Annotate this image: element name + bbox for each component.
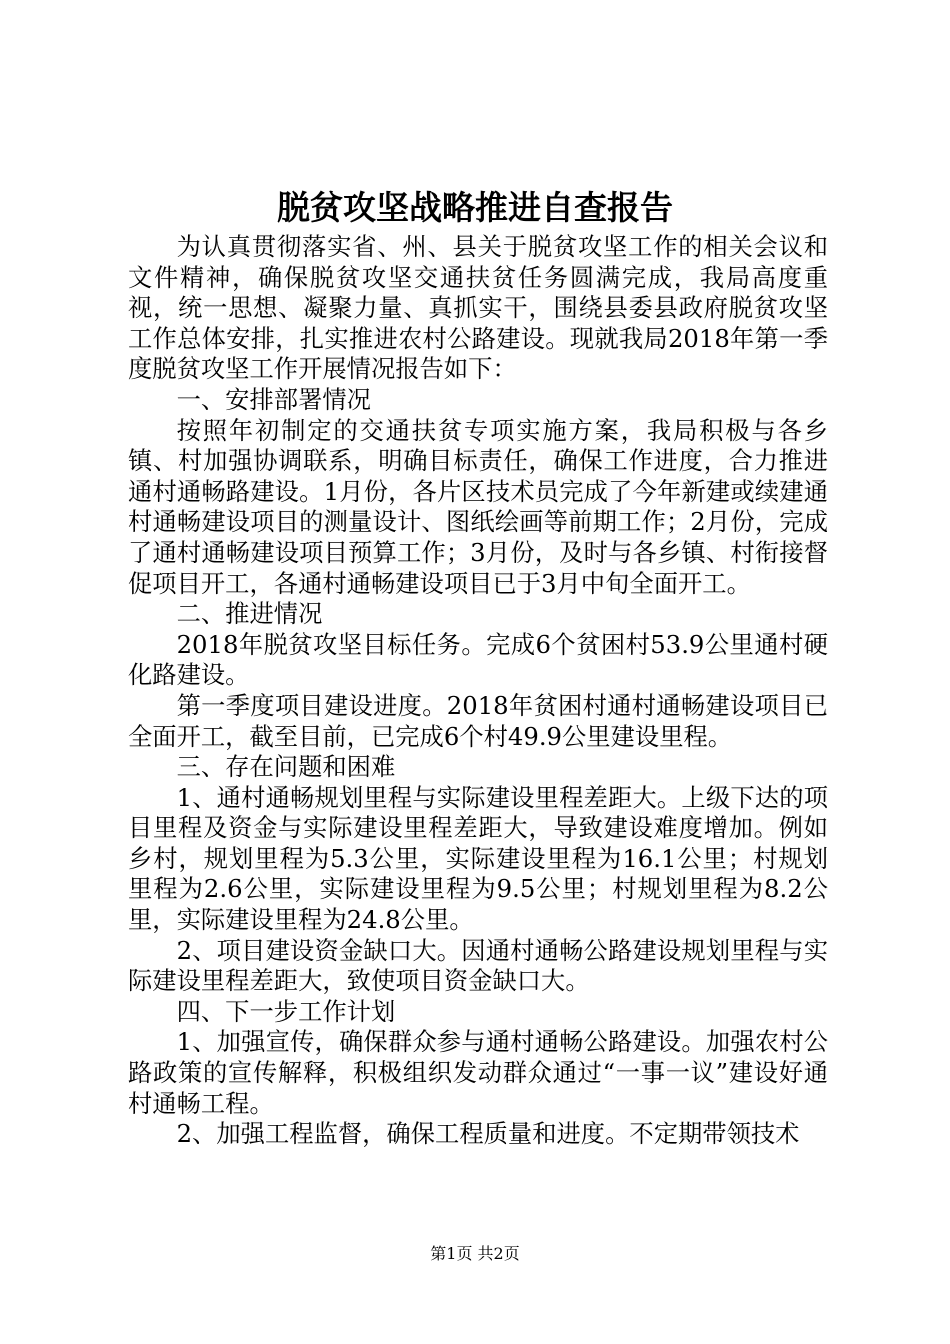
page-footer: 第1页 共2页 xyxy=(430,1244,520,1263)
section-heading-2: 二、推进情况 xyxy=(176,599,323,629)
paragraph-problem-1: 1、通村通畅规划里程与实际建设里程差距大。上级下达的项目里程及资金与实际建设里程差距大，导致建设难度增加。例如乡村，规划里程为5.3公里，实际建设里程为16.1公里；村规划里程为2.6公里，实际建设里程为9.5公里；村规划里程为8.2公里，实际建设里程为24.8公里。 xyxy=(128,782,828,935)
paragraph-target: 2018年脱贫攻坚目标任务。完成6个贫困村53.9公里通村硬化路建设。 xyxy=(128,629,828,690)
paragraph-progress: 第一季度项目建设进度。2018年贫困村通村通畅建设项目已全面开工，截至目前，已完成6个村49.9公里建设里程。 xyxy=(128,690,828,751)
document-title: 脱贫攻坚战略推进自查报告 xyxy=(277,188,673,227)
section-heading-3: 三、存在问题和困难 xyxy=(176,752,396,782)
section-heading-1: 一、安排部署情况 xyxy=(176,384,371,414)
paragraph-arrangement: 按照年初制定的交通扶贫专项实施方案，我局积极与各乡镇、村加强协调联系，明确目标责任，确保工作进度，合力推进通村通畅路建设。1月份，各片区技术员完成了今年新建或续建通村通畅建设项目的测量设计、图纸绘画等前期工作；2月份，完成了通村通畅建设项目预算工作；3月份，及时与各乡镇、村衔接督促项目开工，各通村通畅建设项目已于3月中旬全面开工。 xyxy=(128,415,828,598)
section-heading-4: 四、下一步工作计划 xyxy=(176,996,396,1026)
paragraph-plan-2: 2、加强工程监督，确保工程质量和进度。不定期带领技术 xyxy=(176,1119,800,1149)
paragraph-plan-1: 1、加强宣传，确保群众参与通村通畅公路建设。加强农村公路政策的宣传解释，积极组织发动群众通过“一事一议”建设好通村通畅工程。 xyxy=(128,1027,828,1118)
paragraph-problem-2: 2、项目建设资金缺口大。因通村通畅公路建设规划里程与实际建设里程差距大，致使项目资金缺口大。 xyxy=(128,935,828,996)
document-body xyxy=(128,232,828,1150)
paragraph-intro: 为认真贯彻落实省、州、县关于脱贫攻坚工作的相关会议和文件精神，确保脱贫攻坚交通扶贫任务圆满完成，我局高度重视，统一思想、凝聚力量、真抓实干，围绕县委县政府脱贫攻坚工作总体安排，扎实推进农村公路建设。现就我局2018年第一季度脱贫攻坚工作开展情况报告如下： xyxy=(128,232,828,384)
